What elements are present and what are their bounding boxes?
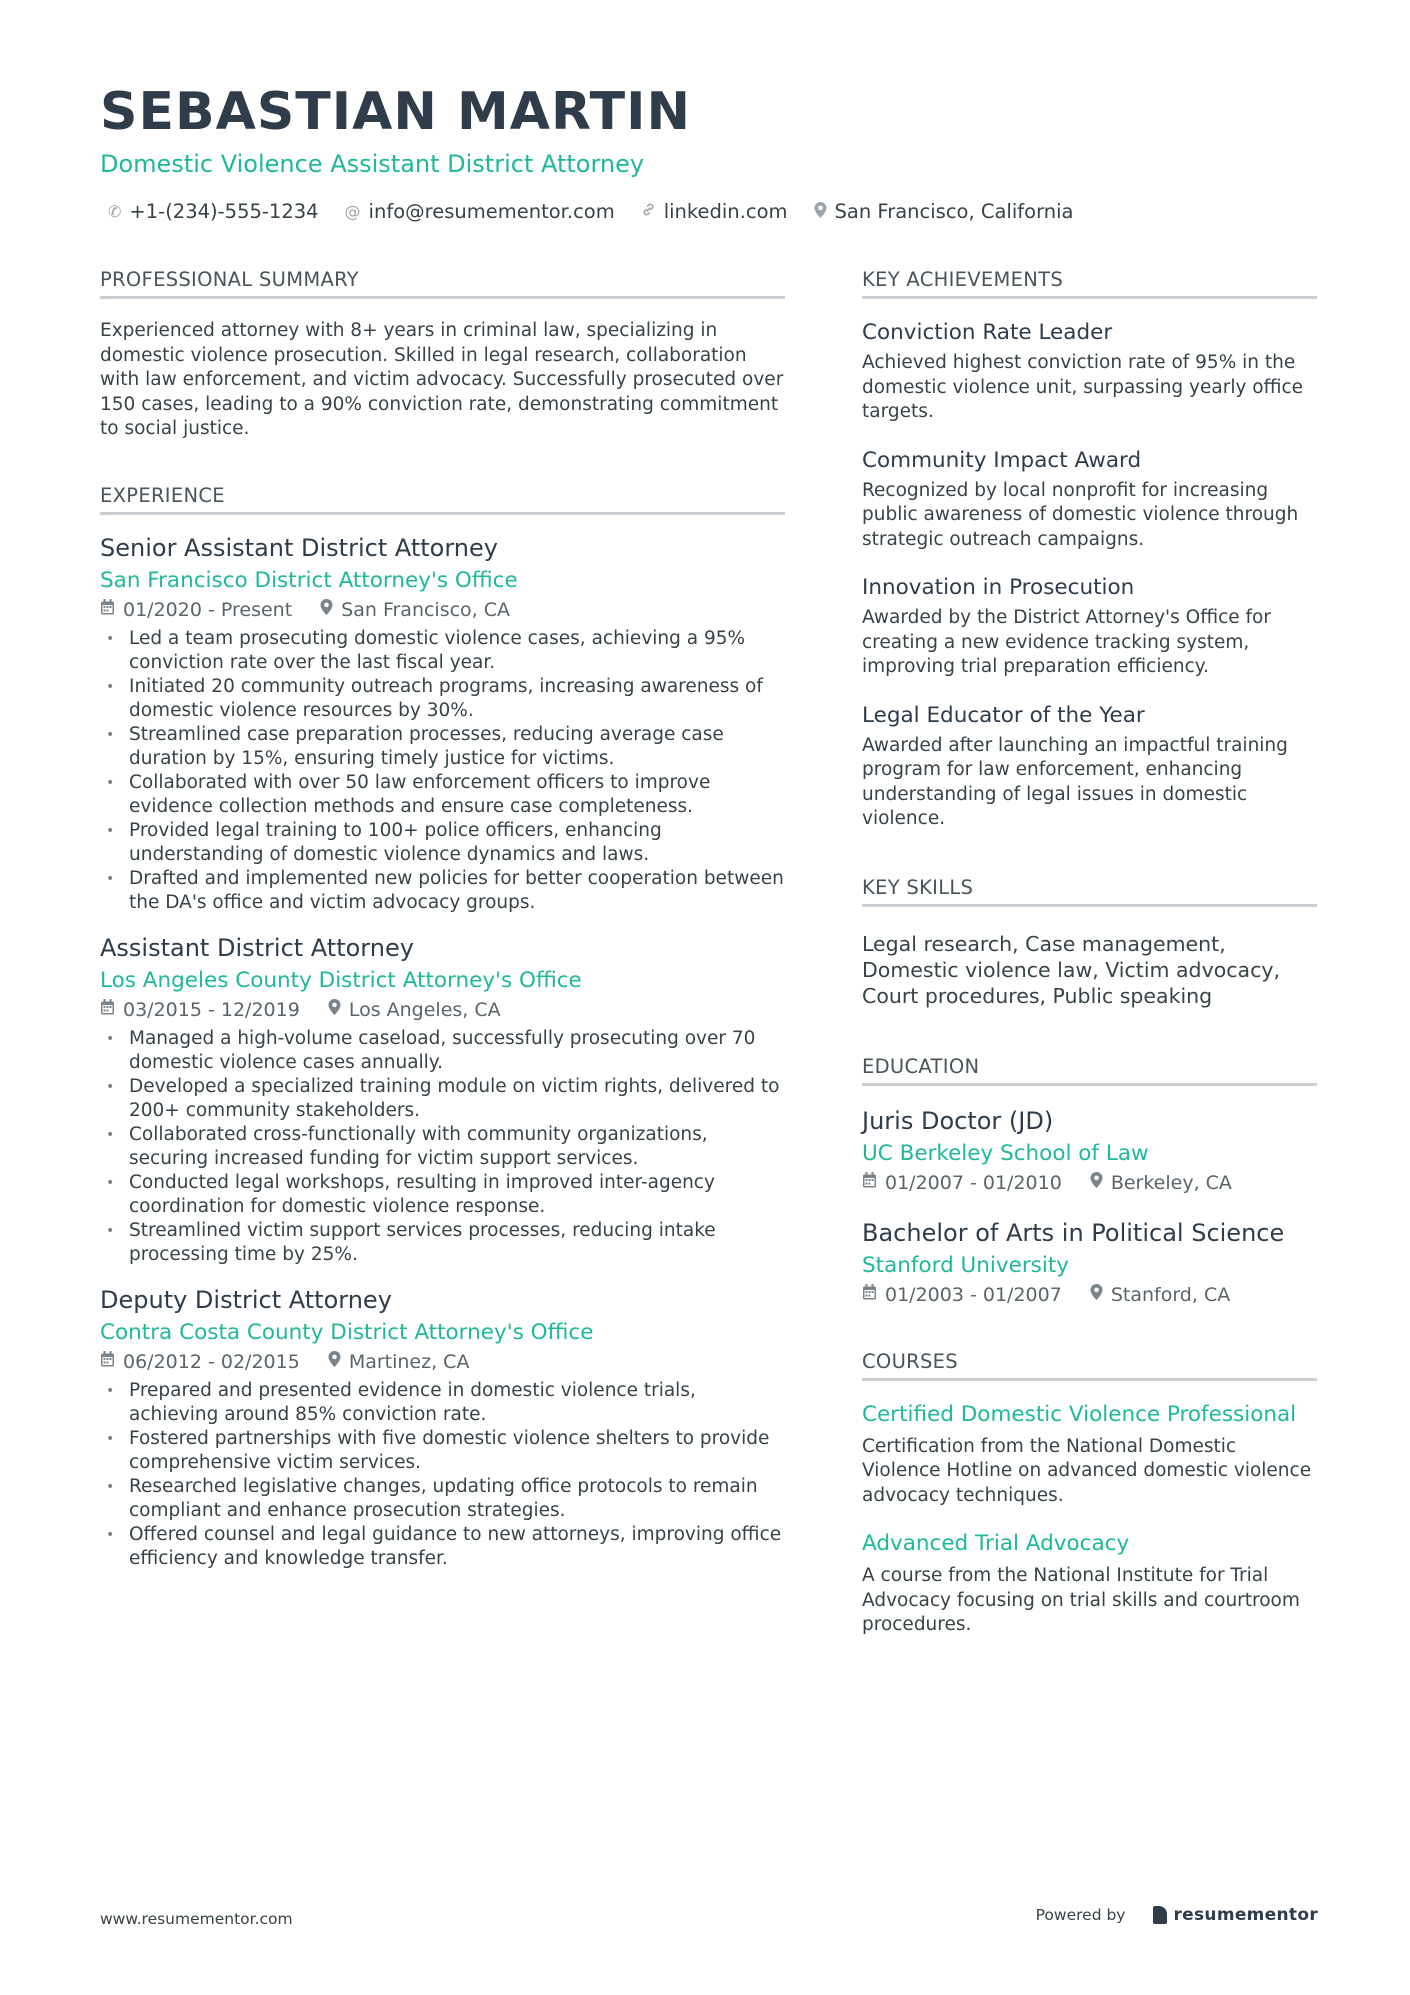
- achievement-item: [862, 574, 1317, 680]
- job-meta: [100, 999, 785, 1021]
- summary-heading: PROFESSIONAL SUMMARY: [100, 268, 785, 299]
- education-meta: [862, 1172, 1317, 1194]
- education-item: [862, 1106, 1317, 1194]
- course-item: [862, 1401, 1317, 1509]
- education-degree: Juris Doctor (JD): [862, 1106, 1054, 1135]
- job-meta: [100, 599, 785, 621]
- job-bullet: • Collaborated with over 50 law enforcement officers to improve evidence collection methods and ensure case completeness.: [100, 771, 785, 819]
- job-bullet: • Provided legal training to 100+ police officers, enhancing understanding of domestic violence dynamics and laws.: [100, 819, 785, 867]
- achievement-title: Conviction Rate Leader: [862, 320, 1113, 345]
- course-title: Advanced Trial Advocacy: [862, 1531, 1130, 1556]
- achievements-heading: KEY ACHIEVEMENTS: [862, 268, 1317, 299]
- right-column: [862, 268, 1317, 1660]
- achievement-item: [862, 447, 1317, 553]
- contact-location-text: San Francisco, California: [834, 200, 1074, 223]
- job-dates: 06/2012 - 02/2015: [123, 1350, 300, 1373]
- powered-by-text: Powered by: [1035, 1906, 1126, 1924]
- candidate-role: Domestic Violence Assistant District Attorney: [100, 150, 645, 178]
- job-bullet: • Offered counsel and legal guidance to new attorneys, improving office efficiency and knowledge transfer.: [100, 1523, 785, 1571]
- achievement-title: Legal Educator of the Year: [862, 702, 1145, 728]
- achievement-text: Awarded after launching an impactful training program for law enforcement, enhancing understanding of legal issues in domestic violence.: [862, 734, 1288, 829]
- education-dates: 01/2003 - 01/2007: [885, 1283, 1062, 1306]
- job-bullet: • Initiated 20 community outreach programs, increasing awareness of domestic violence resources by 30%.: [100, 675, 785, 723]
- education-school: Stanford University: [862, 1252, 1070, 1278]
- experience-heading: EXPERIENCE: [100, 484, 785, 515]
- calendar-icon: [100, 999, 115, 1020]
- job-entry: [100, 1285, 785, 1571]
- course-title: Certified Domestic Violence Professional: [862, 1401, 1297, 1427]
- job-bullet: • Streamlined case preparation processes, reducing average case duration by 15%, ensuring timely justice for victims.: [100, 723, 785, 771]
- job-bullet: • Researched legislative changes, updating office protocols to remain compliant and enhance prosecution strategies.: [100, 1475, 785, 1523]
- phone-icon: ✆: [108, 202, 122, 221]
- skills-text: Legal research, Case management, Domestic violence law, Victim advocacy, Court procedures, Public speaking: [862, 931, 1280, 1008]
- job-bullet: • Fostered partnerships with five domestic violence shelters to provide comprehensive victim services.: [100, 1427, 785, 1475]
- education-degree: Bachelor of Arts in Political Science: [862, 1218, 1285, 1247]
- job-entry: [100, 933, 785, 1267]
- achievement-text: Achieved highest conviction rate of 95% in the domestic violence unit, surpassing yearly office targets.: [862, 352, 1304, 422]
- job-bullets: [100, 627, 785, 915]
- footer-brand: [1036, 1905, 1318, 1925]
- education-school: UC Berkeley School of Law: [862, 1140, 1149, 1166]
- achievement-title: Community Impact Award: [862, 447, 1142, 473]
- calendar-icon: [100, 1351, 115, 1372]
- course-item: [862, 1530, 1317, 1638]
- education-item: [862, 1218, 1317, 1306]
- location-icon: [1090, 1172, 1103, 1193]
- job-title: Deputy District Attorney: [100, 1285, 392, 1314]
- calendar-icon: [100, 599, 115, 620]
- contact-phone[interactable]: [108, 200, 319, 223]
- course-text: A course from the National Institute for Trial Advocacy focusing on trial skills and courtroom procedures.: [862, 1565, 1300, 1635]
- job-title: Senior Assistant District Attorney: [100, 533, 498, 562]
- courses-heading: COURSES: [862, 1350, 1317, 1381]
- location-icon: [328, 999, 341, 1020]
- education-meta: [862, 1284, 1317, 1306]
- skills-heading: KEY SKILLS: [862, 876, 1317, 907]
- job-organization: Contra Costa County District Attorney's Office: [100, 1319, 594, 1345]
- job-dates: 01/2020 - Present: [123, 598, 293, 621]
- job-bullet: • Prepared and presented evidence in domestic violence trials, achieving around 85% conviction rate.: [100, 1379, 785, 1427]
- job-location: Martinez, CA: [348, 1350, 470, 1373]
- contact-email-text: info@resumementor.com: [368, 200, 615, 223]
- link-icon: [641, 202, 656, 221]
- education-heading: EDUCATION: [862, 1055, 1317, 1086]
- job-bullets: [100, 1027, 785, 1267]
- education-dates: 01/2007 - 01/2010: [885, 1171, 1062, 1194]
- footer-url[interactable]: www.resumementor.com: [100, 1910, 293, 1928]
- job-organization: Los Angeles County District Attorney's Office: [100, 967, 582, 993]
- achievement-text: Awarded by the District Attorney's Office for creating a new evidence tracking system, improving trial preparation efficiency.: [862, 607, 1271, 677]
- job-bullet: • Collaborated cross-functionally with community organizations, securing increased funding for victim support services.: [100, 1123, 785, 1171]
- job-bullet: • Streamlined victim support services processes, reducing intake processing time by 25%.: [100, 1219, 785, 1267]
- job-bullet: • Managed a high-volume caseload, successfully prosecuting over 70 domestic violence cases annually.: [100, 1027, 785, 1075]
- job-bullet: • Led a team prosecuting domestic violence cases, achieving a 95% conviction rate over the last fiscal year.: [100, 627, 785, 675]
- location-icon: [328, 1351, 341, 1372]
- brand-name: resumementor: [1173, 1905, 1318, 1925]
- summary-text: Experienced attorney with 8+ years in criminal law, specializing in domestic violence prosecution. Skilled in legal research, collaboration with law enforcement, and victim advocacy. Successfully prosecuted over 150 cases, leading to a 90% conviction rate, demonstrating commitment to social justice.: [100, 320, 784, 439]
- job-bullet: • Developed a specialized training module on victim rights, delivered to 200+ community stakeholders.: [100, 1075, 785, 1123]
- job-bullets: [100, 1379, 785, 1571]
- left-column: [100, 268, 785, 1589]
- job-entry: [100, 533, 785, 915]
- contact-email[interactable]: [345, 200, 615, 223]
- job-location: Los Angeles, CA: [348, 998, 501, 1021]
- education-location: Stanford, CA: [1110, 1283, 1231, 1306]
- calendar-icon: [862, 1284, 877, 1305]
- location-icon: [814, 202, 827, 222]
- job-location: San Francisco, CA: [341, 598, 511, 621]
- resumementor-logo-icon: [1153, 1906, 1167, 1924]
- at-icon: @: [344, 202, 361, 221]
- job-bullet: • Drafted and implemented new policies for better cooperation between the DA's office and victim advocacy groups.: [100, 867, 785, 915]
- course-text: Certification from the National Domestic Violence Hotline on advanced domestic violence advocacy techniques.: [862, 1435, 1312, 1506]
- achievement-item: [862, 319, 1317, 425]
- achievement-title: Innovation in Prosecution: [862, 575, 1135, 600]
- calendar-icon: [862, 1172, 877, 1193]
- job-meta: [100, 1351, 785, 1373]
- achievement-text: Recognized by local nonprofit for increasing public awareness of domestic violence through strategic outreach campaigns.: [862, 479, 1299, 550]
- contact-linkedin-text: linkedin.com: [663, 200, 788, 223]
- contact-phone-text: +1-(234)-555-1234: [129, 200, 319, 223]
- job-dates: 03/2015 - 12/2019: [123, 998, 300, 1021]
- contact-linkedin[interactable]: [641, 200, 788, 223]
- job-bullet: • Conducted legal workshops, resulting in improved inter-agency coordination for domestic violence response.: [100, 1171, 785, 1219]
- job-title: Assistant District Attorney: [100, 933, 414, 962]
- job-organization: San Francisco District Attorney's Office: [100, 567, 518, 593]
- education-location: Berkeley, CA: [1110, 1171, 1232, 1194]
- contact-bar: [108, 200, 1099, 223]
- achievement-item: [862, 702, 1317, 832]
- location-icon: [320, 599, 333, 620]
- location-icon: [1090, 1284, 1103, 1305]
- contact-location: [814, 200, 1074, 223]
- candidate-name: SEBASTIAN MARTIN: [100, 82, 692, 142]
